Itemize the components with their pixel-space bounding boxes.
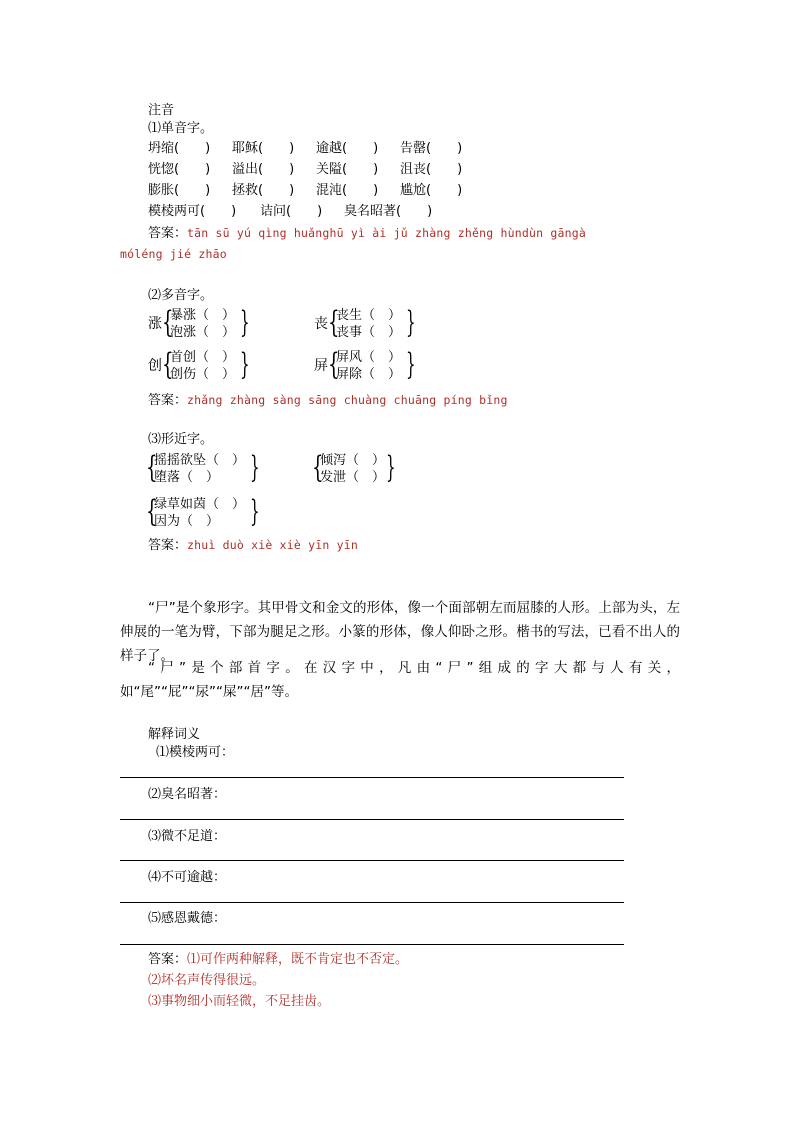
polyphone-item: 丧生（ ） <box>336 308 402 323</box>
question-item: 尴尬( ) <box>400 183 463 198</box>
polyphone-char: 丧 <box>314 316 328 332</box>
left-brace: { <box>328 347 340 382</box>
polyphone-group <box>314 306 424 342</box>
similar-char-group <box>312 451 422 487</box>
answer-blank-line <box>120 777 624 778</box>
answer-label: 答案： <box>148 393 188 408</box>
question-item: 诘问( ) <box>260 204 323 219</box>
right-brace: } <box>240 347 250 382</box>
answer-line <box>148 536 358 555</box>
subsection-title-similar: ⑶形近字。 <box>148 432 214 447</box>
polyphone-char: 创 <box>148 358 162 374</box>
right-brace: } <box>250 450 260 485</box>
polyphone-group <box>148 348 258 384</box>
subsection-title-single: ⑴单音字。 <box>148 121 214 136</box>
left-brace: { <box>162 305 174 340</box>
explain-item: ⑵臭名昭著： <box>148 787 227 802</box>
answer-text: tān sū yú qìng huǎnghū yì ài jǔ zhàng zhěng hùndùn gāngà <box>187 226 586 240</box>
answer-text: ⑵坏名声传得很远。 <box>148 973 266 988</box>
body-paragraph: “尸”是个象形字。其甲骨文和金文的形体，像一个面部朝左而屈膝的人形。上部为头，左伸展的一笔为臂，下部为腿足之形。小篆的形体，像人仰卧之形。楷书的写法，已看不出人的样子了。 <box>120 600 680 664</box>
polyphone-item: 首创（ ） <box>170 350 236 365</box>
answer-line <box>148 224 586 243</box>
polyphone-item: 泡涨（ ） <box>170 325 236 340</box>
similar-item: 堕落（ ） <box>154 470 220 485</box>
answer-text: ⑴可作两种解释，既不肯定也不否定。 <box>187 952 409 967</box>
polyphone-item: 暴涨（ ） <box>170 308 236 323</box>
question-item: 溢出( ) <box>232 162 295 177</box>
answer-label: 答案： <box>148 538 188 553</box>
question-item: 拯救( ) <box>232 183 295 198</box>
question-item: 耶稣( ) <box>232 141 295 156</box>
similar-item: 倾泻（ ） <box>320 453 386 468</box>
question-item: 恍惚( ) <box>148 162 211 177</box>
answer-label: 答案： <box>148 226 188 241</box>
right-brace: } <box>240 305 250 340</box>
answer-line <box>148 391 508 410</box>
similar-char-group <box>146 495 276 531</box>
answer-line <box>148 951 408 969</box>
explain-item: ⑷不可逾越： <box>148 870 227 885</box>
right-brace: } <box>406 347 416 382</box>
similar-item: 绿草如茵（ ） <box>154 497 246 512</box>
polyphone-item: 屏除（ ） <box>336 367 402 382</box>
answer-blank-line <box>120 819 624 820</box>
right-brace: } <box>406 305 416 340</box>
answer-blank-line <box>120 902 624 903</box>
polyphone-item: 屏风（ ） <box>336 350 402 365</box>
similar-item: 摇摇欲坠（ ） <box>154 453 246 468</box>
question-item: 沮丧( ) <box>400 162 463 177</box>
question-item: 关隘( ) <box>316 162 379 177</box>
question-item: 混沌( ) <box>316 183 379 198</box>
question-item: 逾越( ) <box>316 141 379 156</box>
answer-text-continued: móléng jié zhāo <box>120 247 227 261</box>
explain-item: ⑴模棱两可： <box>156 745 235 760</box>
polyphone-item: 丧事（ ） <box>336 325 402 340</box>
polyphone-group <box>314 348 424 384</box>
answer-label: 答案： <box>148 952 188 967</box>
answer-blank-line <box>120 944 624 945</box>
question-item: 模棱两可( ) <box>148 204 237 219</box>
section-heading-explain: 解释词义 <box>148 727 201 742</box>
right-brace: } <box>386 450 396 485</box>
explain-item: ⑸感恩戴德： <box>148 911 227 926</box>
left-brace: { <box>146 494 158 529</box>
answer-text: zhǎng zhàng sàng sāng chuàng chuāng píng bǐng <box>187 393 508 407</box>
polyphone-group <box>148 306 258 342</box>
polyphone-char: 屏 <box>314 358 328 374</box>
similar-item: 发泄（ ） <box>320 470 386 485</box>
left-brace: { <box>162 347 174 382</box>
section-heading-pinyin: 注音 <box>148 103 175 118</box>
explain-item: ⑶微不足道： <box>148 829 227 844</box>
question-item: 臭名昭著( ) <box>344 204 433 219</box>
left-brace: { <box>312 450 324 485</box>
question-item: 坍缩( ) <box>148 141 211 156</box>
subsection-title-multi: ⑵多音字。 <box>148 288 214 303</box>
answer-text: ⑶事物细小而轻微，不足挂齿。 <box>148 994 331 1009</box>
polyphone-char: 涨 <box>148 316 162 332</box>
similar-item: 因为（ ） <box>154 514 220 529</box>
right-brace: } <box>250 494 260 529</box>
answer-blank-line <box>120 860 624 861</box>
body-paragraph: “尸”是个部首字。在汉字中，凡由“尸”组成的字大都与人有关，如“尾”“屁”“尿”“屎”“居”等。 <box>120 660 680 700</box>
left-brace: { <box>146 450 158 485</box>
left-brace: { <box>328 305 340 340</box>
question-item: 告罄( ) <box>400 141 463 156</box>
answer-text: zhuì duò xiè xiè yīn yīn <box>187 538 358 552</box>
polyphone-item: 创伤（ ） <box>170 367 236 382</box>
question-item: 膨胀( ) <box>148 183 211 198</box>
similar-char-group <box>146 451 276 487</box>
